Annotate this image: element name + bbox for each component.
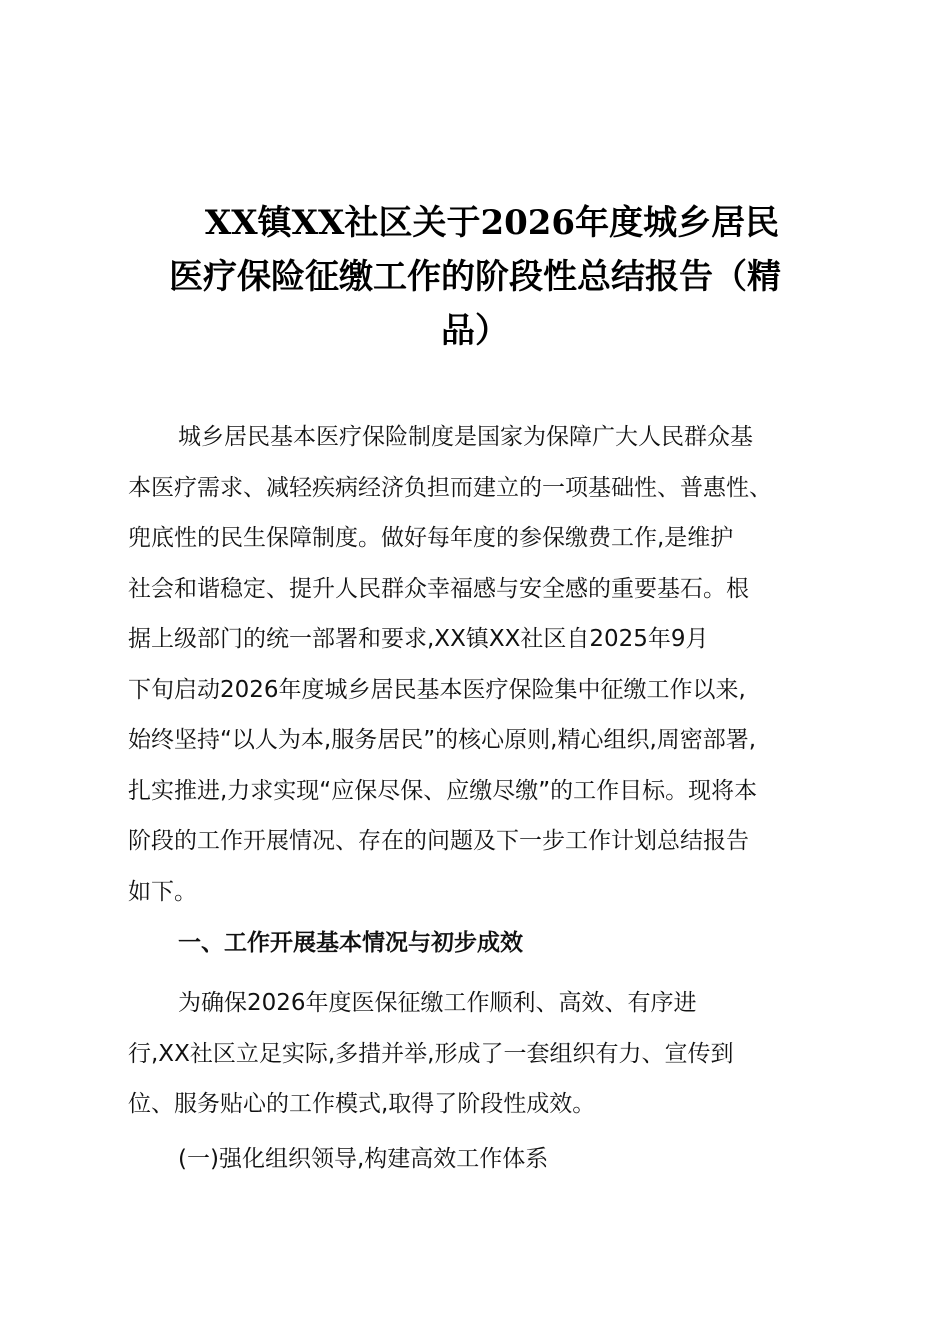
paragraph-line: 位、服务贴心的工作模式,取得了阶段性成效。 <box>128 1091 596 1117</box>
paragraph-line: 本医疗需求、减轻疾病经济负担而建立的一项基础性、普惠性、 <box>128 474 772 501</box>
title-line: 品） <box>441 311 509 351</box>
paragraph-line: 据上级部门的统一部署和要求,XX镇XX社区自2025年9月 <box>128 626 709 652</box>
paragraph-line: 扎实推进,力求实现“应保尽保、应缴尽缴”的工作目标。现将本 <box>128 777 758 804</box>
title-line: XX镇XX社区关于2026年度城乡居民 <box>204 203 780 243</box>
paragraph-line: 兜底性的民生保障制度。做好每年度的参保缴费工作,是维护 <box>128 525 734 551</box>
intro-paragraph <box>128 412 828 917</box>
section-heading-1: 一、工作开展基本情况与初步成效 <box>178 930 523 956</box>
subsection-heading-1: (一)强化组织领导,构建高效工作体系 <box>178 1146 549 1172</box>
paragraph-line: 阶段的工作开展情况、存在的问题及下一步工作计划总结报告 <box>128 828 749 854</box>
paragraph-line: 行,XX社区立足实际,多措并举,形成了一套组织有力、宣传到 <box>128 1040 734 1067</box>
paragraph-line: 如下。 <box>128 878 197 905</box>
title-line: 医疗保险征缴工作的阶段性总结报告（精 <box>169 257 781 297</box>
section-paragraph <box>128 978 828 1130</box>
paragraph-line: 城乡居民基本医疗保险制度是国家为保障广大人民群众基 <box>178 424 753 450</box>
paragraph-line: 始终坚持“以人为本,服务居民”的核心原则,精心组织,周密部署, <box>128 727 757 753</box>
document-title <box>118 196 832 358</box>
paragraph-line: 为确保2026年度医保征缴工作顺利、高效、有序进 <box>178 990 697 1016</box>
paragraph-line: 下旬启动2026年度城乡居民基本医疗保险集中征缴工作以来, <box>128 676 746 703</box>
paragraph-line: 社会和谐稳定、提升人民群众幸福感与安全感的重要基石。根 <box>128 575 749 602</box>
